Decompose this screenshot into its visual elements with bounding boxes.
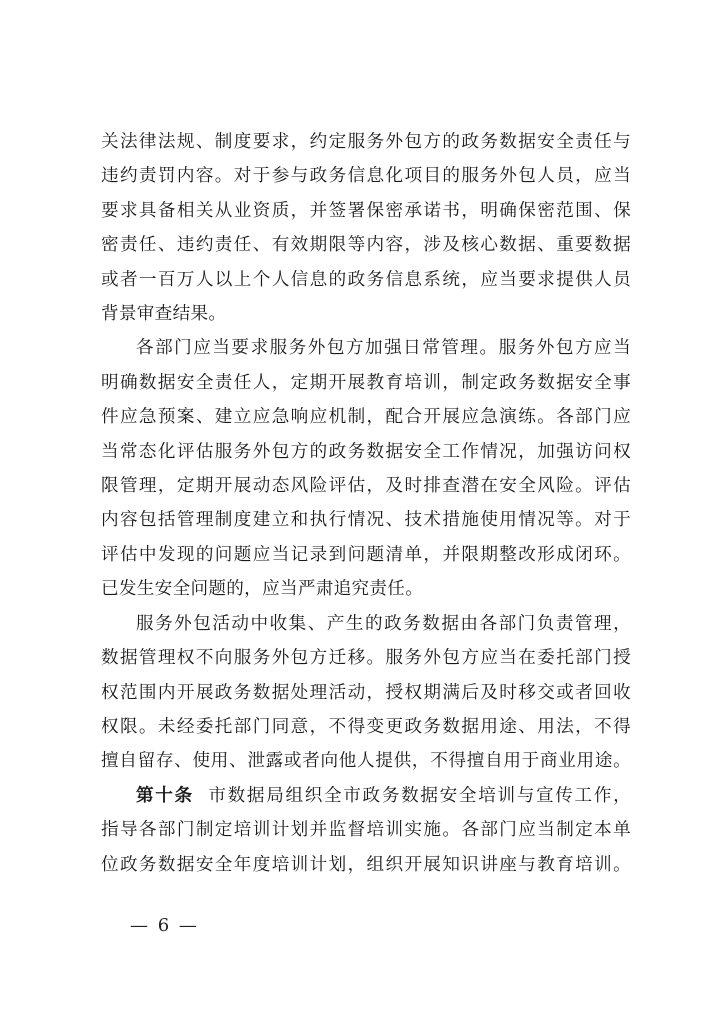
text-line: 或者一百万人以上个人信息的政务信息系统，应当要求提供人员 xyxy=(101,269,631,290)
paragraph-data-ownership xyxy=(101,607,631,779)
text-line: 当常态化评估服务外包方的政务数据安全工作情况，加强访问权 xyxy=(101,441,631,462)
article-number: 第十条 xyxy=(136,785,194,806)
text-line: 违约责罚内容。对于参与政务信息化项目的服务外包人员，应当 xyxy=(101,166,631,187)
text-line: 要求具备相关从业资质，并签署保密承诺书，明确保密范围、保 xyxy=(101,200,631,221)
text-line: 擅自留存、使用、泄露或者向他人提供，不得擅自用于商业用途。 xyxy=(101,751,631,772)
text-line: 指导各部门制定培训计划并监督培训实施。各部门应当制定本单 xyxy=(101,820,631,841)
page-number: — 6 — xyxy=(130,915,199,936)
text-line: 关法律法规、制度要求，约定服务外包方的政务数据安全责任与 xyxy=(101,132,631,152)
body-text xyxy=(101,125,631,882)
text-line: 评估中发现的问题应当记录到问题清单，并限期整改形成闭环。 xyxy=(101,544,631,565)
paragraph-outsourcing-management xyxy=(101,331,631,606)
paragraph-continuation xyxy=(101,125,631,331)
text-line: 数据管理权不向服务外包方迁移。服务外包方应当在委托部门授 xyxy=(101,648,631,669)
text-line: 内容包括管理制度建立和执行情况、技术措施使用情况等。对于 xyxy=(101,510,631,531)
text-line: 明确数据安全责任人，定期开展教育培训，制定政务数据安全事 xyxy=(101,372,631,393)
text-line xyxy=(101,779,631,813)
article-text: 市数据局组织全市政务数据安全培训与宣传工作， xyxy=(208,785,631,806)
text-line: 密责任、违约责任、有效期限等内容，涉及核心数据、重要数据 xyxy=(101,235,631,256)
text-line: 背景审查结果。 xyxy=(101,304,227,325)
text-line: 已发生安全问题的，应当严肃追究责任。 xyxy=(101,579,424,600)
text-line: 服务外包活动中收集、产生的政务数据由各部门负责管理， xyxy=(136,613,631,634)
text-line: 限管理，定期开展动态风险评估，及时排查潜在安全风险。评估 xyxy=(101,476,631,497)
text-line: 位政务数据安全年度培训计划，组织开展知识讲座与教育培训。 xyxy=(101,854,631,875)
text-line: 权范围内开展政务数据处理活动，授权期满后及时移交或者回收 xyxy=(101,682,631,703)
text-line: 权限。未经委托部门同意，不得变更政务数据用途、用法，不得 xyxy=(101,716,631,737)
text-line: 各部门应当要求服务外包方加强日常管理。服务外包方应当 xyxy=(136,338,631,359)
paragraph-article-10 xyxy=(101,779,631,882)
text-line: 件应急预案、建立应急响应机制，配合开展应急演练。各部门应 xyxy=(101,407,631,428)
